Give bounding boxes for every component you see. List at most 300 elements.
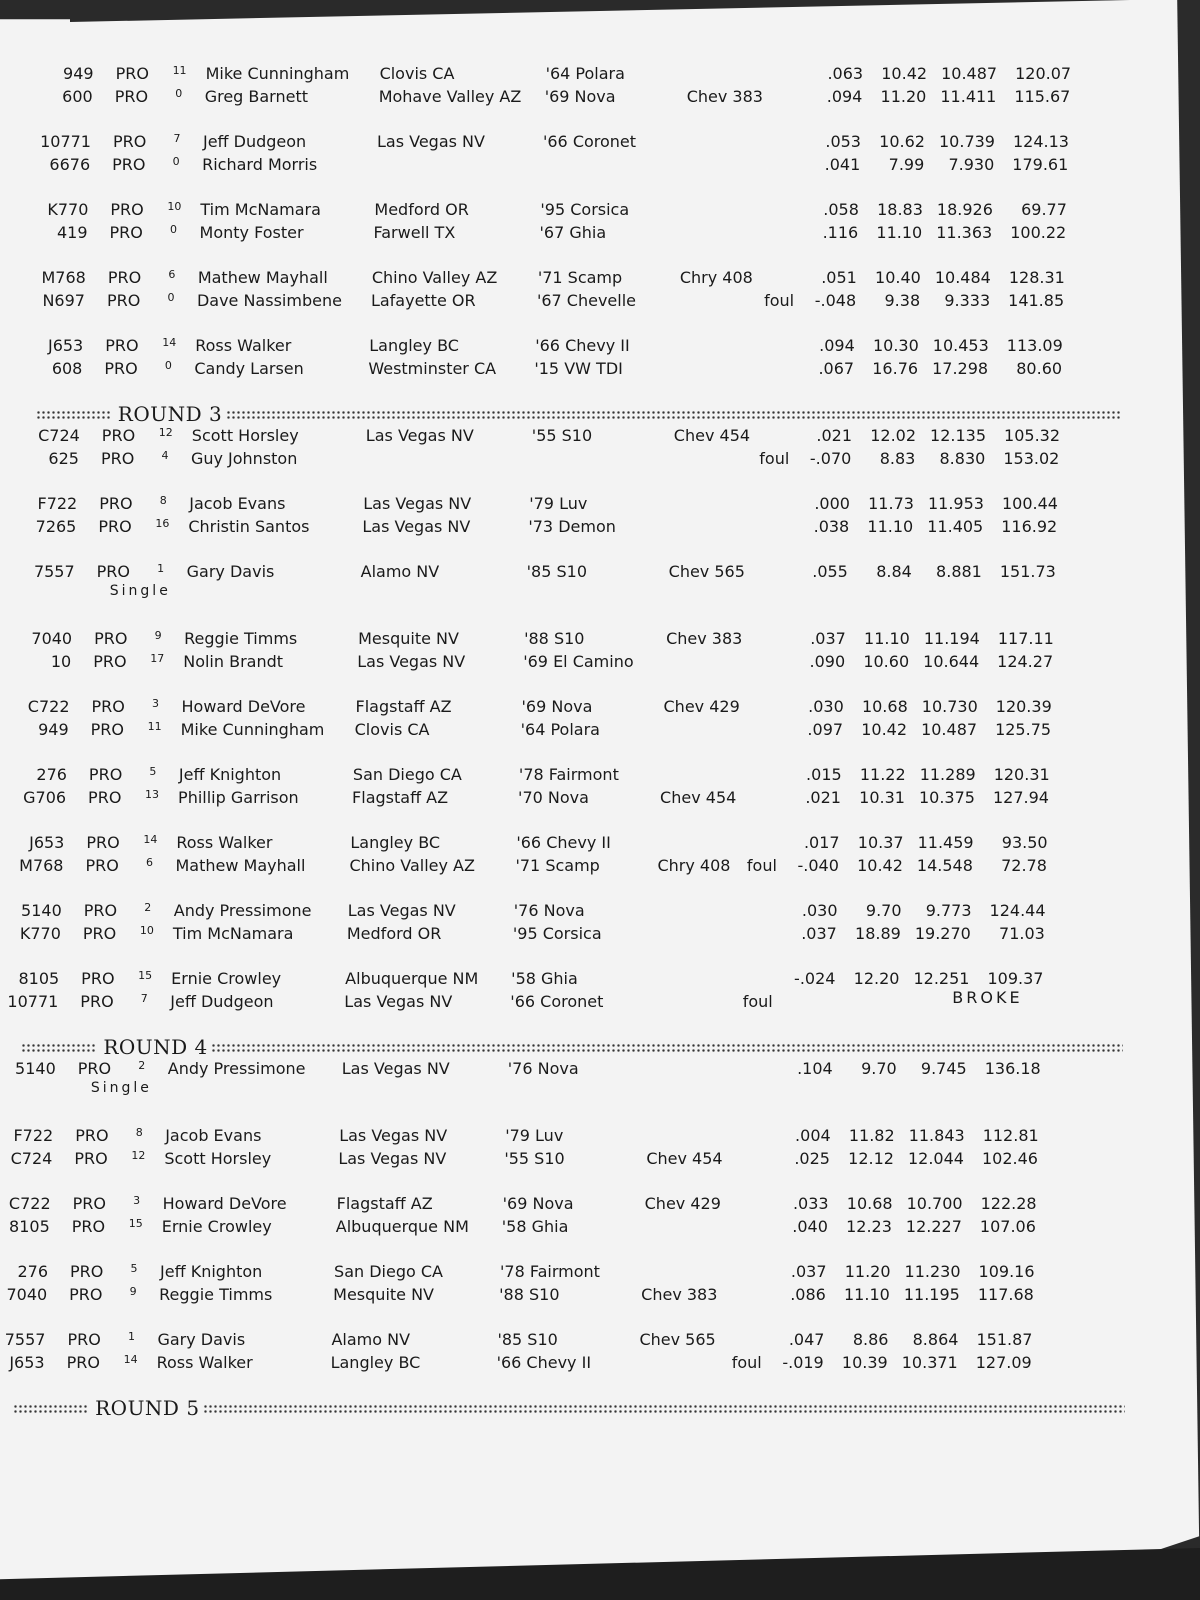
cell-mph: 124.13 (1013, 132, 1069, 151)
cell-et1: 10.30 (872, 336, 919, 355)
cell-loc: Alamo NV (331, 1330, 411, 1349)
cell-car: '71 Scamp (537, 268, 623, 287)
cell-num: 419 (56, 223, 88, 242)
separator-dots-right (211, 1043, 1123, 1053)
cell-rt: .094 (819, 336, 855, 355)
cell-name: Ross Walker (195, 336, 292, 355)
cell-cls: PRO (66, 1353, 100, 1372)
cell-name: Howard DeVore (181, 697, 306, 716)
cell-seed: 2 (144, 901, 152, 914)
separator-dots-right (203, 1404, 1125, 1414)
separator-dots-left (21, 1043, 96, 1053)
cell-rt: .058 (823, 200, 859, 219)
cell-rt: .063 (827, 64, 864, 83)
cell-car: '66 Coronet (510, 992, 604, 1011)
cell-et1: 10.31 (859, 788, 905, 807)
cell-cls: PRO (71, 1217, 106, 1236)
cell-cls: PRO (74, 1149, 108, 1168)
cell-num: C722 (27, 697, 70, 716)
cell-cls: PRO (105, 336, 139, 355)
cell-num: 5140 (15, 1059, 56, 1078)
cell-mph: 105.32 (1004, 426, 1061, 445)
cell-car: '66 Coronet (542, 132, 637, 151)
cell-et2: 7.930 (948, 155, 995, 174)
cell-et1: 12.12 (848, 1149, 894, 1168)
cell-mph: 93.50 (1001, 833, 1048, 852)
cell-mph: 100.22 (1010, 223, 1067, 242)
cell-rt: .047 (788, 1330, 825, 1349)
cell-cls: PRO (107, 268, 142, 287)
cell-et1: 10.39 (841, 1353, 888, 1372)
cell-et1: 10.68 (846, 1194, 893, 1213)
cell-loc: Langley BC (330, 1353, 421, 1372)
cell-name: Nolin Brandt (183, 652, 284, 671)
cell-seed: 6 (145, 856, 153, 869)
cell-et2: 12.044 (907, 1149, 964, 1168)
cell-loc: Westminster CA (368, 359, 497, 378)
cell-mph: 151.87 (976, 1330, 1033, 1349)
cell-mph: 179.61 (1012, 155, 1069, 174)
cell-num: J653 (29, 833, 65, 852)
cell-name: Monty Foster (199, 223, 304, 242)
cell-mph: 112.81 (982, 1126, 1039, 1145)
cell-seed: 10 (167, 200, 182, 213)
separator-dots-right (226, 410, 1120, 420)
cell-name: Guy Johnston (190, 449, 298, 468)
cell-seed: 8 (159, 494, 167, 507)
cell-rt: .030 (801, 901, 838, 920)
cell-rt: -.040 (797, 856, 839, 875)
cell-mph: 107.06 (979, 1217, 1036, 1236)
cell-name: Ernie Crowley (161, 1217, 272, 1236)
cell-rt: .090 (809, 652, 846, 671)
cell-car: '69 Nova (502, 1194, 574, 1213)
cell-name: Jeff Dudgeon (202, 132, 307, 151)
cell-et2: 9.745 (920, 1059, 967, 1078)
cell-car: '76 Nova (513, 901, 585, 920)
cell-et2: 14.548 (916, 856, 973, 875)
cell-rt: .097 (807, 720, 844, 739)
cell-num: 7557 (33, 562, 75, 581)
cell-cls: PRO (91, 697, 125, 716)
cell-et1: 10.37 (857, 833, 904, 852)
cell-et2: 10.487 (941, 64, 998, 83)
cell-cls: PRO (109, 223, 143, 242)
cell-rt: .015 (806, 765, 842, 784)
cell-engine: Chev 454 (673, 426, 751, 445)
cell-et2: 9.333 (944, 291, 991, 310)
cell-num: C722 (8, 1194, 51, 1213)
cell-car: '69 Nova (521, 697, 593, 716)
cell-num: 625 (48, 449, 79, 468)
cell-car: '64 Polara (520, 720, 600, 739)
cell-loc: Las Vegas NV (357, 652, 466, 671)
cell-car: '88 S10 (524, 629, 585, 648)
cell-cls: PRO (85, 856, 119, 875)
cell-et2: 11.843 (908, 1126, 965, 1145)
cell-loc: Medford OR (346, 924, 442, 943)
cell-rt: .037 (790, 1262, 827, 1281)
cell-car: '15 VW TDI (534, 359, 623, 378)
cell-rt: .086 (790, 1285, 826, 1304)
cell-et1: 11.10 (867, 517, 914, 536)
cell-seed: 9 (129, 1285, 137, 1298)
cell-loc: Albuquerque NM (335, 1217, 469, 1236)
cell-cls: PRO (101, 426, 136, 445)
cell-car: '55 S10 (504, 1149, 565, 1168)
cell-foul: foul (759, 449, 790, 468)
cell-num: N697 (42, 291, 85, 310)
cell-mph: 120.31 (993, 765, 1050, 784)
cell-et2: 10.739 (939, 132, 995, 151)
cell-seed: 0 (167, 291, 175, 304)
cell-et1: 12.02 (870, 426, 917, 445)
cell-et2: 10.700 (906, 1194, 963, 1213)
cell-loc: Las Vegas NV (341, 1059, 450, 1078)
cell-num: 6676 (49, 155, 91, 174)
cell-seed: 5 (149, 765, 157, 778)
cell-et2: 11.405 (927, 517, 984, 536)
cell-car: '95 Corsica (512, 924, 602, 943)
cell-mph: 136.18 (984, 1059, 1041, 1078)
cell-cls: PRO (72, 1194, 106, 1213)
cell-name: Andy Pressimone (173, 901, 312, 920)
cell-seed: 9 (154, 629, 162, 642)
cell-num: 8105 (18, 969, 60, 988)
cell-et2: 18.926 (936, 200, 993, 219)
cell-engine: Chry 408 (679, 268, 753, 287)
cell-cls: PRO (88, 765, 123, 784)
cell-rt: .055 (812, 562, 848, 581)
cell-mph: 113.09 (1006, 336, 1063, 355)
cell-num: 608 (51, 359, 83, 378)
cell-num: 5140 (21, 901, 62, 920)
cell-mph: 120.39 (995, 697, 1052, 716)
cell-et1: 18.83 (877, 200, 923, 219)
cell-loc: Alamo NV (360, 562, 440, 581)
cell-seed: 17 (150, 652, 165, 665)
single-label: Single (109, 583, 171, 599)
cell-loc: Farwell TX (373, 223, 456, 242)
cell-et1: 11.10 (844, 1285, 890, 1304)
cell-mph: 124.44 (989, 901, 1046, 920)
cell-rt: -.048 (814, 291, 857, 310)
cell-seed: 1 (157, 562, 165, 575)
cell-num: M768 (41, 268, 86, 287)
cell-seed: 0 (172, 155, 180, 168)
cell-et1: 10.42 (861, 720, 908, 739)
cell-et2: 8.881 (936, 562, 982, 581)
cell-name: Mike Cunningham (205, 64, 350, 83)
cell-cls: PRO (114, 87, 149, 106)
cell-cls: PRO (99, 494, 133, 513)
cell-car: '88 S10 (499, 1285, 560, 1304)
cell-name: Jeff Dudgeon (170, 992, 274, 1011)
cell-loc: Las Vegas NV (376, 132, 485, 151)
cell-num: 7557 (4, 1330, 46, 1349)
cell-num: F722 (37, 494, 78, 513)
cell-rt: .000 (814, 494, 850, 513)
cell-mph: 117.11 (997, 629, 1054, 648)
cell-rt: .021 (805, 788, 841, 807)
cell-seed: 11 (147, 720, 162, 733)
cell-name: Phillip Garrison (178, 788, 299, 807)
cell-name: Reggie Timms (184, 629, 298, 648)
cell-name: Greg Barnett (204, 87, 309, 106)
cell-car: '95 Corsica (540, 200, 630, 219)
cell-et1: 9.70 (865, 901, 902, 920)
cell-rt: .037 (810, 629, 846, 648)
cell-engine: Chev 383 (686, 87, 763, 106)
cell-mph: 109.37 (987, 969, 1044, 988)
cell-et2: 11.230 (904, 1262, 961, 1281)
cell-et2: 11.289 (919, 765, 976, 784)
cell-seed: 0 (164, 359, 172, 372)
cell-seed: 7 (140, 992, 148, 1005)
cell-et1: 10.62 (879, 132, 925, 151)
cell-cls: PRO (110, 200, 144, 219)
cell-et2: 8.830 (939, 449, 986, 468)
cell-seed: 3 (152, 697, 159, 710)
cell-loc: Flagstaff AZ (352, 788, 449, 807)
cell-cls: PRO (106, 291, 141, 310)
cell-name: Ernie Crowley (171, 969, 282, 988)
cell-cls: PRO (81, 969, 115, 988)
cell-car: '67 Ghia (539, 223, 607, 242)
cell-cls: PRO (67, 1330, 101, 1349)
separator-dots-left (13, 1404, 88, 1414)
cell-num: 10 (50, 652, 72, 671)
cell-seed: 0 (170, 223, 178, 236)
cell-car: '67 Chevelle (536, 291, 636, 310)
cell-seed: 11 (172, 64, 187, 77)
cell-seed: 15 (128, 1217, 143, 1230)
cell-et2: 10.644 (923, 652, 980, 671)
cell-rt: .033 (792, 1194, 829, 1213)
cell-mph: 120.07 (1015, 64, 1072, 83)
cell-mph: 69.77 (1021, 200, 1067, 219)
cell-et1: 10.40 (875, 268, 921, 287)
cell-loc: Langley BC (369, 336, 459, 355)
cell-et1: 10.42 (881, 64, 928, 83)
cell-engine: Chev 383 (666, 629, 743, 648)
cell-num: 949 (63, 64, 94, 83)
cell-et1: 11.10 (876, 223, 923, 242)
separator-dots-left (36, 410, 111, 420)
cell-engine: Chev 454 (646, 1149, 723, 1168)
cell-seed: 14 (123, 1353, 138, 1366)
cell-seed: 6 (168, 268, 176, 281)
cell-rt: .030 (808, 697, 844, 716)
cell-cls: PRO (88, 788, 122, 807)
cell-loc: Flagstaff AZ (355, 697, 452, 716)
cell-car: '58 Ghia (511, 969, 578, 988)
cell-engine: Chry 408 (657, 856, 731, 875)
cell-loc: Clovis CA (379, 64, 455, 83)
cell-et2: 11.953 (927, 494, 984, 513)
cell-name: Tim McNamara (172, 924, 294, 943)
cell-mph: 127.94 (992, 788, 1049, 807)
cell-mph: 116.92 (1001, 517, 1058, 536)
cell-name: Gary Davis (186, 562, 275, 581)
cell-et1: 16.76 (872, 359, 919, 378)
cell-mph: 117.68 (977, 1285, 1034, 1304)
cell-et1: 8.86 (852, 1330, 889, 1349)
round-heading: ROUND 4 (99, 1035, 211, 1059)
cell-name: Reggie Timms (159, 1285, 273, 1304)
cell-car: '71 Scamp (515, 856, 600, 875)
cell-cls: PRO (77, 1059, 112, 1078)
cell-et2: 10.375 (918, 788, 975, 807)
cell-cls: PRO (100, 449, 135, 468)
cell-mph: 80.60 (1016, 359, 1063, 378)
cell-car: '85 S10 (526, 562, 587, 581)
cell-engine: Chev 429 (663, 697, 740, 716)
cell-loc: Flagstaff AZ (336, 1194, 433, 1213)
cell-cls: PRO (70, 1262, 104, 1281)
cell-num: 276 (17, 1262, 49, 1281)
cell-cls: PRO (86, 833, 120, 852)
cell-et1: 11.20 (880, 87, 927, 106)
cell-name: Mike Cunningham (180, 720, 325, 739)
cell-rt: -.019 (782, 1353, 824, 1372)
cell-rt: .116 (822, 223, 859, 242)
cell-et1: 12.23 (846, 1217, 892, 1236)
cell-name: Andy Pressimone (167, 1059, 306, 1078)
cell-car: '78 Fairmont (518, 765, 619, 784)
cell-rt: .104 (797, 1059, 833, 1078)
cell-et2: 11.411 (940, 87, 997, 106)
cell-car: '64 Polara (545, 64, 625, 83)
cell-name: Tim McNamara (200, 200, 321, 219)
cell-rt: .025 (794, 1149, 830, 1168)
cell-cls: PRO (83, 901, 118, 920)
cell-cls: PRO (112, 155, 146, 174)
cell-name: Jeff Knighton (178, 765, 282, 784)
cell-rt: -.070 (809, 449, 852, 468)
cell-mph: 124.27 (997, 652, 1054, 671)
cell-num: 949 (38, 720, 69, 739)
cell-mph: 141.85 (1008, 291, 1065, 310)
cell-seed: 15 (138, 969, 153, 982)
cell-mph: 128.31 (1008, 268, 1065, 287)
cell-name: Howard DeVore (162, 1194, 287, 1213)
cell-car: '66 Chevy II (496, 1353, 592, 1372)
cell-name: Mathew Mayhall (175, 856, 306, 875)
cell-loc: Chino Valley AZ (349, 856, 475, 875)
cell-num: F722 (13, 1126, 54, 1145)
cell-seed: 0 (175, 87, 183, 100)
cell-cls: PRO (115, 64, 149, 83)
cell-car: '79 Luv (505, 1126, 564, 1145)
cell-mph: 122.28 (980, 1194, 1037, 1213)
cell-seed: 12 (158, 426, 173, 439)
cell-loc: Lafayette OR (370, 291, 476, 310)
cell-loc: Las Vegas NV (339, 1126, 448, 1145)
cell-num: C724 (10, 1149, 53, 1168)
cell-num: 10771 (7, 992, 59, 1011)
cell-et1: 11.22 (859, 765, 906, 784)
cell-et2: 12.135 (930, 426, 987, 445)
cell-engine: Chev 429 (644, 1194, 721, 1213)
cell-cls: PRO (96, 562, 130, 581)
cell-cls: PRO (80, 992, 114, 1011)
cell-car: '85 S10 (497, 1330, 558, 1349)
cell-loc: Mesquite NV (358, 629, 459, 648)
cell-num: J653 (47, 336, 84, 355)
cell-et1: 8.84 (876, 562, 912, 581)
cell-rt: .053 (825, 132, 861, 151)
cell-rt: -.024 (794, 969, 836, 988)
cell-et2: 11.459 (917, 833, 974, 852)
cell-car: '79 Luv (529, 494, 588, 513)
cell-mph: 102.46 (981, 1149, 1038, 1168)
cell-loc: Las Vegas NV (338, 1149, 447, 1168)
cell-et1: 12.20 (853, 969, 900, 988)
cell-et2: 10.371 (901, 1353, 958, 1372)
cell-et2: 19.270 (914, 924, 971, 943)
cell-mph: 151.73 (999, 562, 1056, 581)
cell-rt: .017 (803, 833, 840, 852)
cell-car: '58 Ghia (501, 1217, 569, 1236)
cell-et1: 18.89 (855, 924, 901, 943)
cell-mph: 109.16 (978, 1262, 1035, 1281)
cell-name: Candy Larsen (194, 359, 304, 378)
cell-rt: .021 (816, 426, 853, 445)
cell-seed: 10 (139, 924, 154, 937)
cell-mph: 100.44 (1001, 494, 1058, 513)
cell-et1: 9.70 (861, 1059, 897, 1078)
cell-engine: Chev 383 (641, 1285, 718, 1304)
cell-rt: .051 (821, 268, 857, 287)
cell-foul: foul (731, 1353, 762, 1372)
cell-cls: PRO (98, 517, 132, 536)
cell-et2: 8.864 (912, 1330, 959, 1349)
cell-mph: 115.67 (1014, 87, 1071, 106)
cell-car: '70 Nova (518, 788, 589, 807)
cell-cls: PRO (94, 629, 128, 648)
cell-foul: foul (764, 291, 795, 310)
cell-cls: PRO (104, 359, 138, 378)
cell-num: K770 (19, 924, 61, 943)
cell-mph: 71.03 (999, 924, 1045, 943)
cell-car: '73 Demon (528, 517, 616, 536)
cell-et1: 10.68 (861, 697, 908, 716)
cell-num: G706 (23, 788, 67, 807)
cell-car: '66 Chevy II (535, 336, 630, 355)
cell-name: Jeff Knighton (160, 1262, 263, 1281)
cell-seed: 14 (143, 833, 158, 846)
cell-et1: 10.42 (857, 856, 903, 875)
cell-loc: Albuquerque NM (345, 969, 479, 988)
cell-et2: 12.227 (905, 1217, 962, 1236)
cell-cls: PRO (75, 1126, 109, 1145)
cell-et2: 9.773 (925, 901, 972, 920)
cell-seed: 8 (135, 1126, 143, 1139)
round-heading: ROUND 3 (114, 402, 226, 426)
cell-car: '69 El Camino (523, 652, 634, 671)
cell-engine: Chev 454 (660, 788, 737, 807)
cell-mph: 125.75 (995, 720, 1052, 739)
cell-cls: PRO (93, 652, 127, 671)
cell-seed: 13 (145, 788, 160, 801)
cell-et1: 10.60 (863, 652, 910, 671)
cell-et1: 11.73 (868, 494, 914, 513)
cell-name: Gary Davis (157, 1330, 246, 1349)
cell-cls: PRO (69, 1285, 103, 1304)
cell-name: Scott Horsley (191, 426, 299, 445)
cell-seed: 1 (127, 1330, 135, 1343)
